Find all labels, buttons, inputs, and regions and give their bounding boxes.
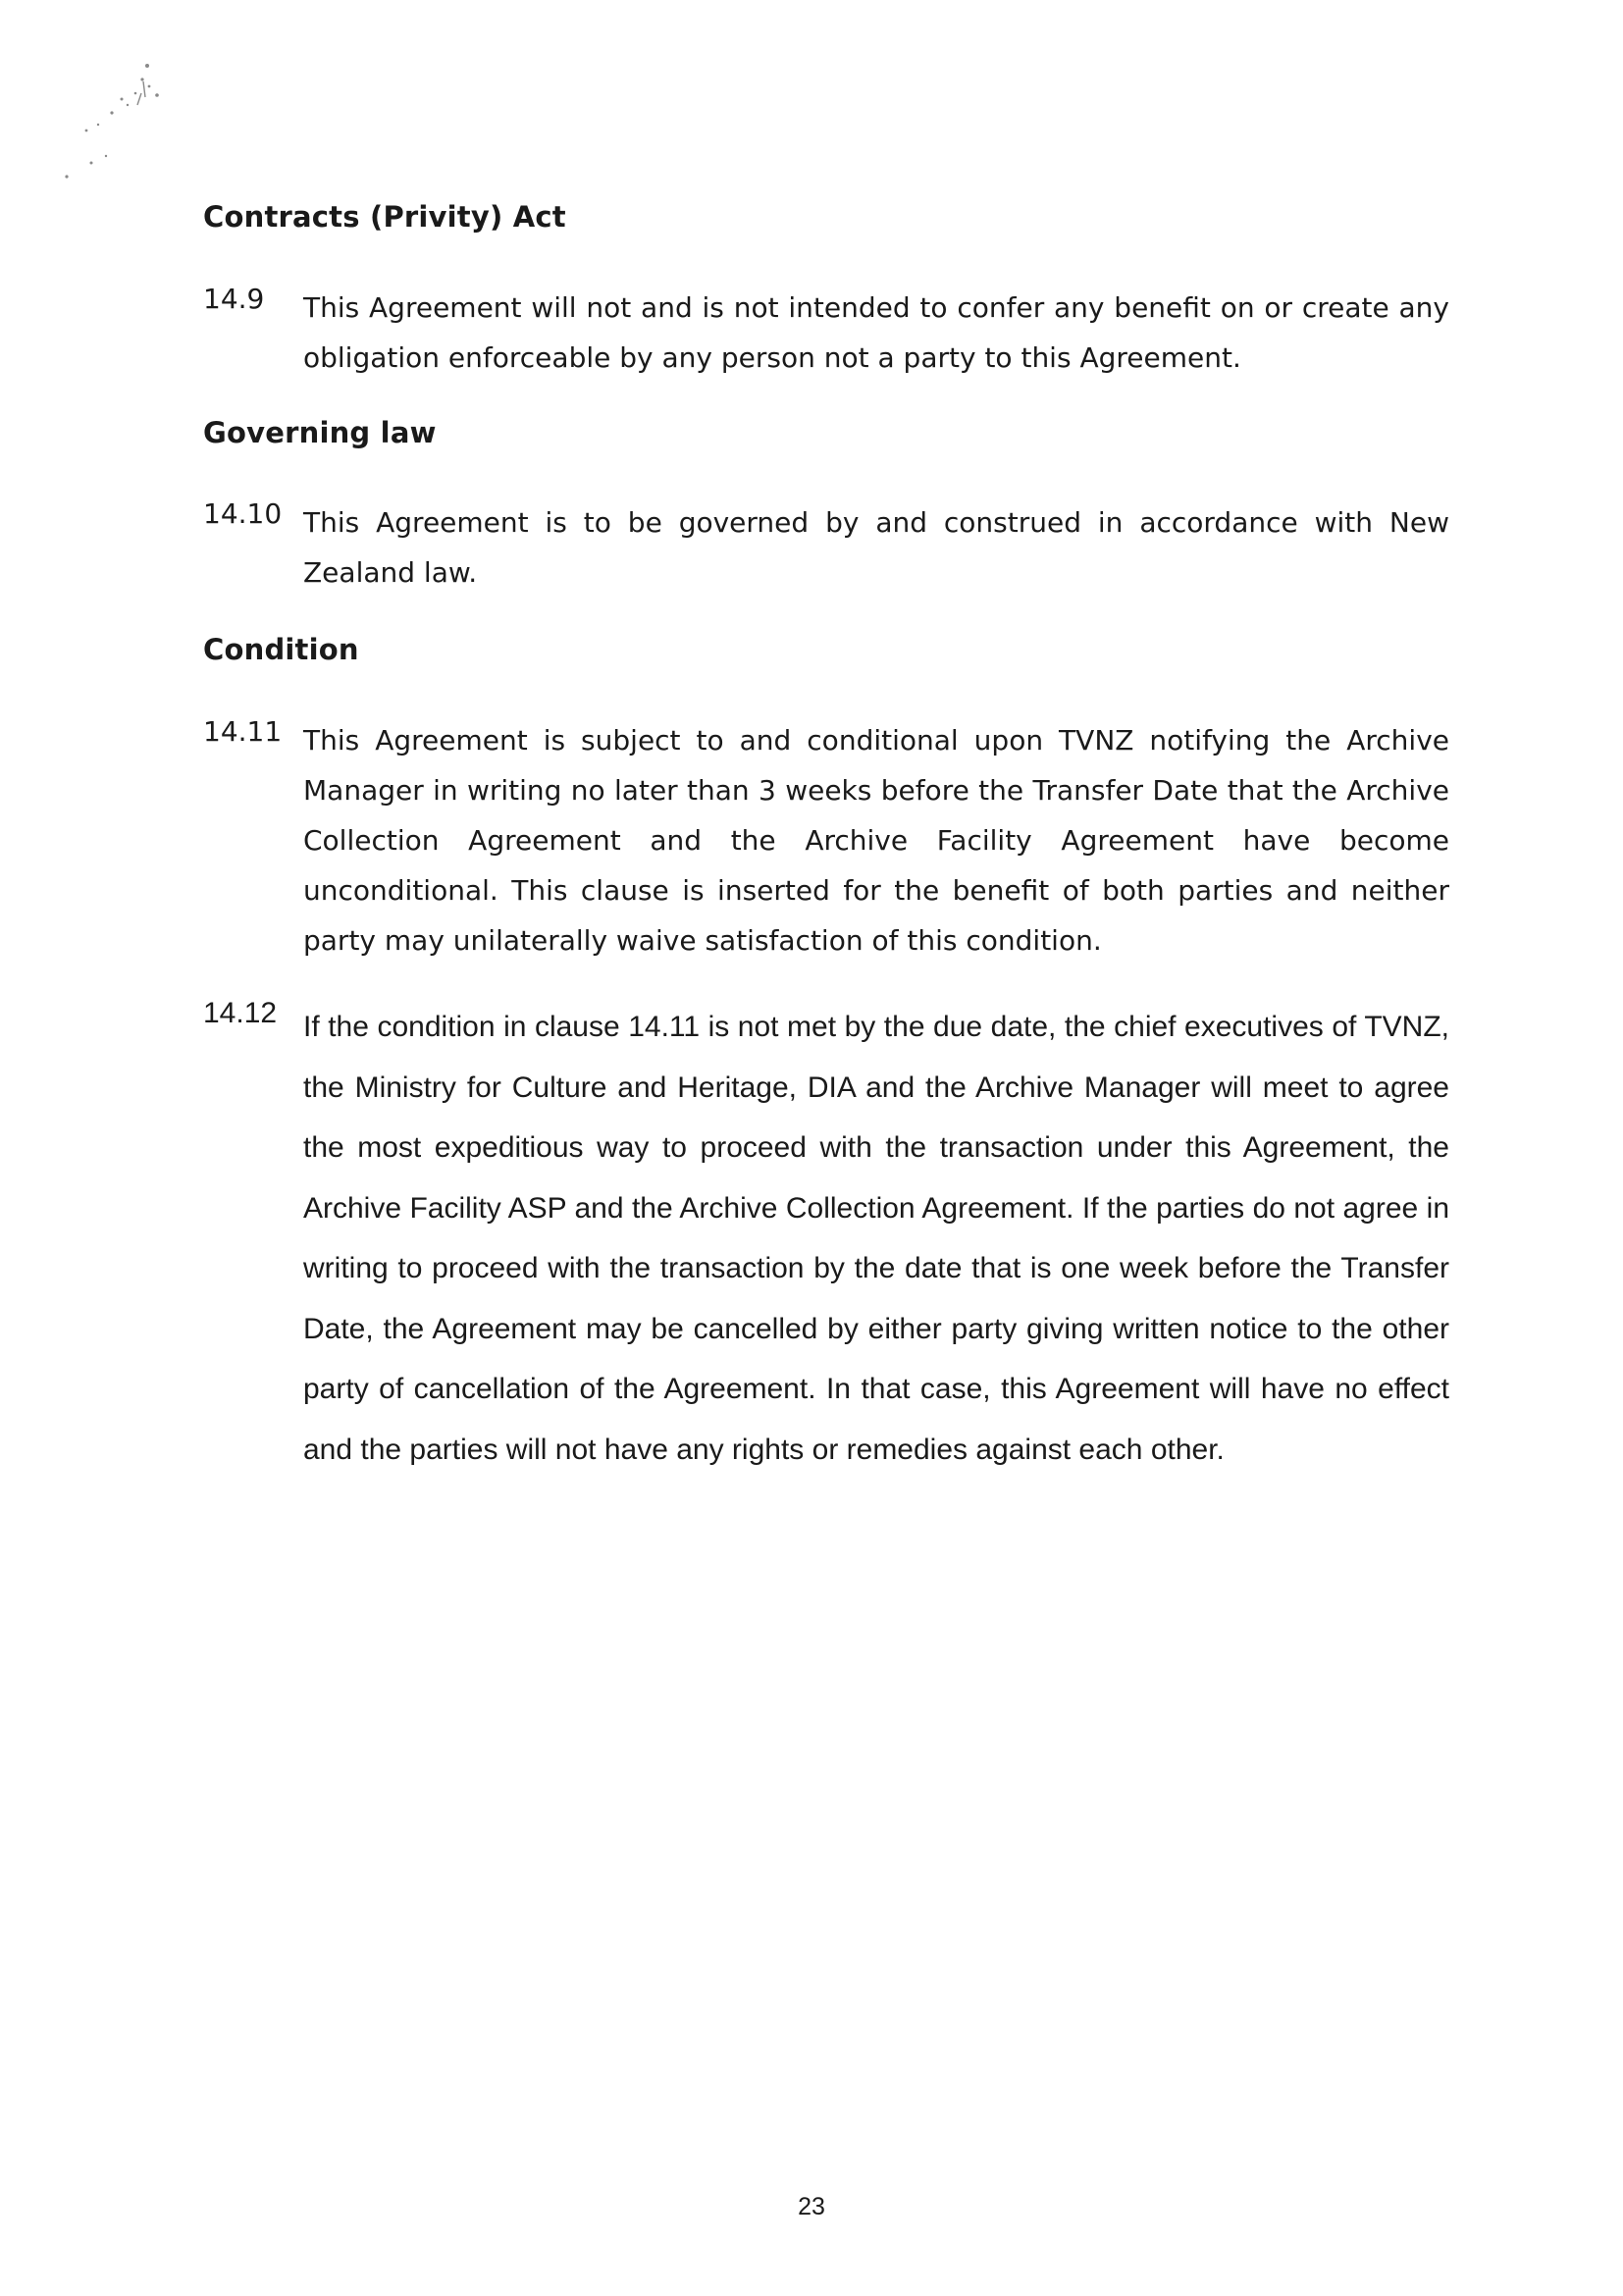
page-number: 23	[798, 2193, 825, 2220]
section-heading-governing-law: Governing law	[203, 416, 437, 449]
clause-text: This Agreement is subject to and conditional upon TVNZ notifying the Archive Manager in writing no later than 3 weeks before the Transfer Date that the Archive Collection Agreement and the Archive Facility Agreement have become unconditional. This clause is inserted for the benefit of both parties and neither party may unilaterally waive satisfaction of this condition.	[303, 724, 1449, 957]
clause-number: 14.10	[203, 497, 283, 530]
section-heading-condition: Condition	[203, 633, 359, 666]
clause-text: If the condition in clause 14.11 is not met by the due date, the chief executives of TVNZ, the Ministry for Culture and Heritage, DIA and the Archive Manager will meet to agree the most expeditious way to proceed with the transaction under this Agreement, the Archive Facility ASP and the Archive Collection Agreement. If the parties do not agree in writing to proceed with the transaction by the date that is one week before the Transfer Date, the Agreement may be cancelled by either party giving written notice to the other party of cancellation of the Agreement. In that case, this Agreement will have no effect and the parties will not have any rights or remedies against each other.	[303, 1011, 1449, 1466]
clause-number: 14.11	[203, 715, 283, 748]
clause-number: 14.12	[203, 997, 278, 1029]
scan-artifact-marks	[47, 54, 175, 182]
section-heading-contracts-privity-act: Contracts (Privity) Act	[203, 200, 566, 234]
clause-text: This Agreement is to be governed by and construed in accordance with New Zealand law.	[303, 506, 1449, 589]
clause-number: 14.9	[203, 283, 265, 315]
clause-text: This Agreement will not and is not intended to confer any benefit on or create any obligation enforceable by any person not a party to this Agreement.	[303, 291, 1449, 374]
